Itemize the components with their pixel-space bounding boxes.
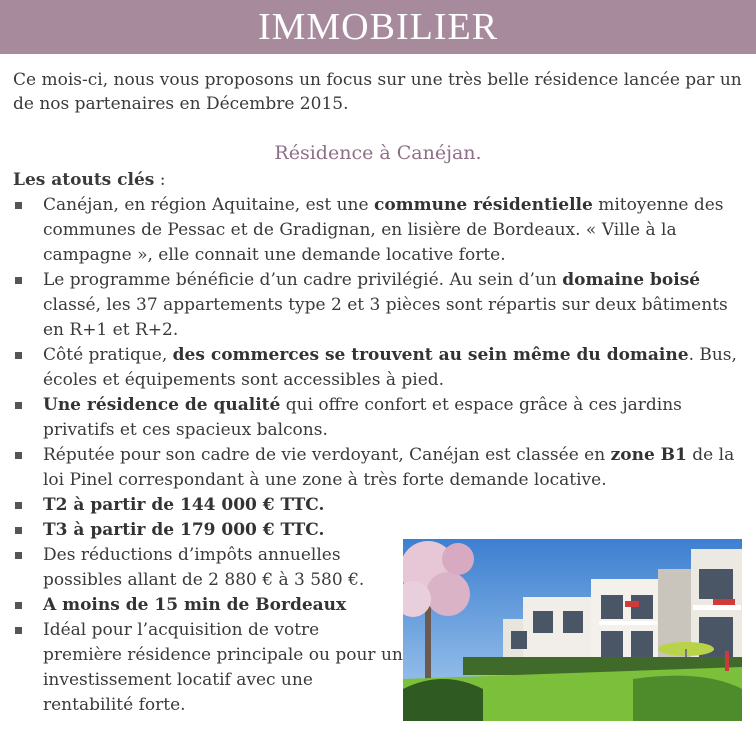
shrub <box>403 679 483 721</box>
bullet-highlight: des commerces se trouvent au sein même du domaine <box>172 345 689 365</box>
bullet-text: qui offre confort et espace grâce à ces jardins privatifs et ces spacieux balcons. <box>43 395 682 440</box>
bullet-square-icon <box>15 502 22 509</box>
atouts-heading <box>13 168 166 192</box>
list-item <box>13 618 403 718</box>
residence-photo <box>403 539 742 721</box>
person <box>725 651 729 671</box>
list-item <box>13 593 403 618</box>
bullet-text: Côté pratique, <box>43 345 173 365</box>
bullet-square-icon <box>15 452 22 459</box>
bullet-highlight: zone B1 <box>610 445 687 465</box>
bullet-text: Le programme bénéficie d’un cadre privilégié. Au sein d’un <box>43 270 563 290</box>
shrub <box>633 676 742 721</box>
bullet-square-icon <box>15 352 22 359</box>
list-item <box>13 393 743 443</box>
residence-subtitle: Résidence à Canéjan. <box>274 142 482 164</box>
bullet-square-icon <box>15 552 22 559</box>
bullet-highlight: T3 à partir de 179 000 € TTC. <box>43 520 325 540</box>
bullet-text: Canéjan, en région Aquitaine, est une <box>43 195 374 215</box>
list-item <box>13 493 743 518</box>
page-title: IMMOBILIER <box>257 6 499 48</box>
list-item <box>13 443 743 493</box>
intro-paragraph: Ce mois-ci, nous vous proposons un focus sur une très belle résidence lancée par un de nos partenaires en Décembre 2015. <box>13 70 742 114</box>
list-item <box>13 268 743 343</box>
bullet-square-icon <box>15 627 22 634</box>
list-item <box>13 543 403 593</box>
bullet-highlight: T2 à partir de 144 000 € TTC. <box>43 495 325 515</box>
header-banner <box>0 0 756 54</box>
atouts-colon: : <box>154 170 166 190</box>
bullet-text: Réputée pour son cadre de vie verdoyant, Canéjan est classée en <box>43 445 611 465</box>
bullet-text: classé, les 37 appartements type 2 et 3 pièces sont répartis sur deux bâtiments en R+1 et R+2. <box>43 295 728 340</box>
bullet-square-icon <box>15 527 22 534</box>
residence-illustration <box>403 539 742 721</box>
bullet-highlight: commune résidentielle <box>373 195 593 215</box>
list-item <box>13 343 743 393</box>
bullet-text: Des réductions d’impôts annuelles possibles allant de 2 880 € à 3 580 €. <box>43 545 365 590</box>
bullet-highlight: A moins de 15 min de Bordeaux <box>43 595 347 615</box>
bullet-text: Idéal pour l’acquisition de votre première résidence principale ou pour un investissement locatif avec une rentabilité forte. <box>43 620 403 715</box>
bullet-highlight: domaine boisé <box>562 270 701 290</box>
atouts-label: Les atouts clés <box>13 170 155 190</box>
list-item <box>13 193 743 268</box>
bullet-square-icon <box>15 402 22 409</box>
bullet-text: . Bus, écoles et équipements sont accessibles à pied. <box>43 345 737 390</box>
bullet-square-icon <box>15 602 22 609</box>
bullet-square-icon <box>15 202 22 209</box>
bullet-highlight: Une résidence de qualité <box>43 395 281 415</box>
bullet-square-icon <box>15 277 22 284</box>
bullet-text: mitoyenne des communes de Pessac et de Gradignan, en lisière de Bordeaux. « Ville à la campagne », elle connait une demande locative forte. <box>43 195 724 265</box>
bullet-text: de la loi Pinel correspondant à une zone à très forte demande locative. <box>43 445 735 490</box>
